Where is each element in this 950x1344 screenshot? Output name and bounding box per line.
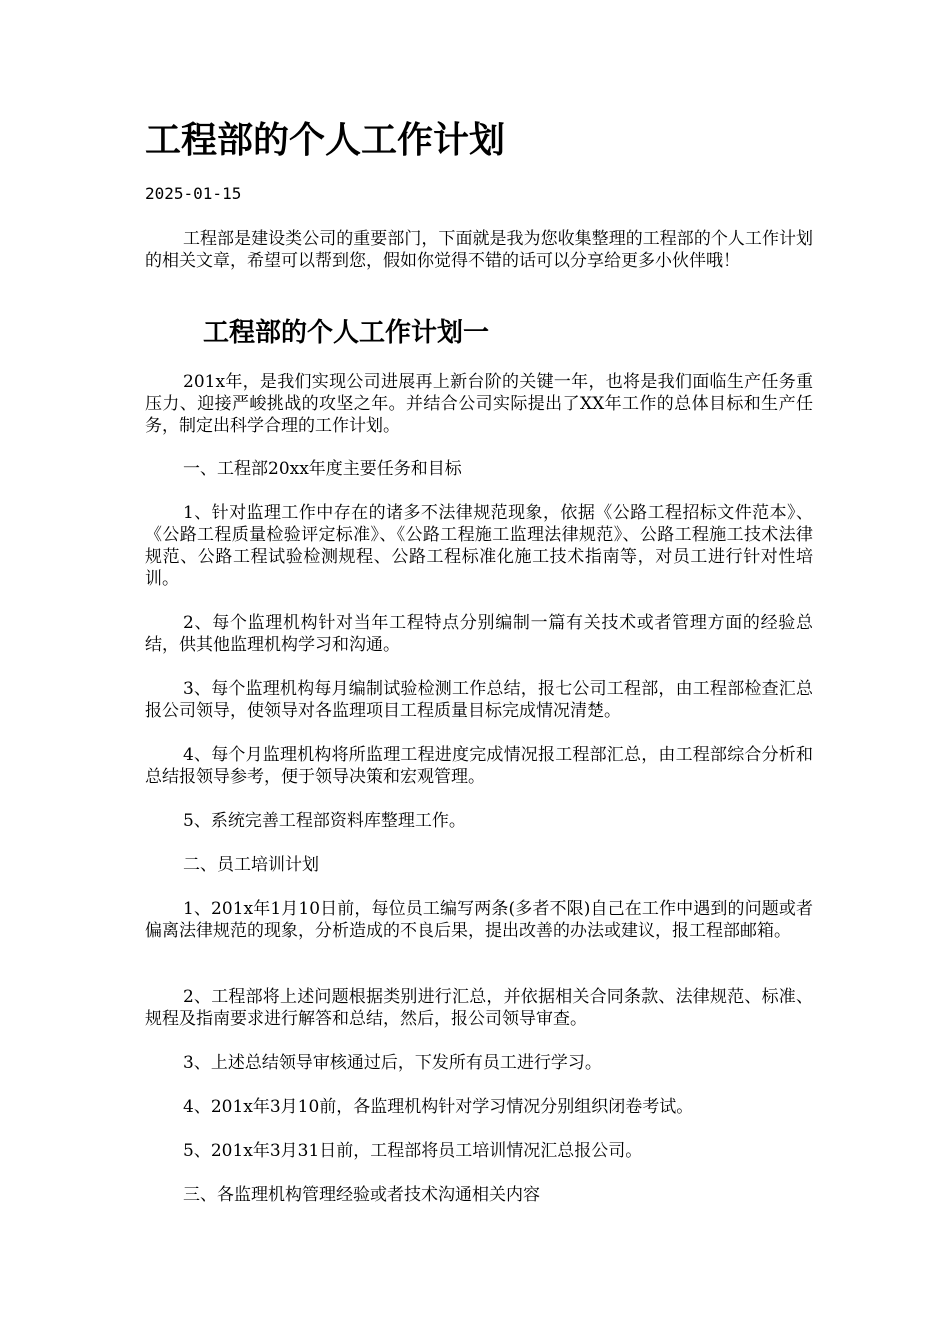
paragraph-6: 4、每个月监理机构将所监理工程进度完成情况报工程部汇总，由工程部综合分析和总结报领导参考，便于领导决策和宏观管理。 — [145, 745, 813, 787]
paragraph-1: 201x年，是我们实现公司进展再上新台阶的关键一年，也将是我们面临生产任务重压力、迎接严峻挑战的攻坚之年。并结合公司实际提出了XX年工作的总体目标和生产任务，制定出科学合理的工作计划。 — [145, 372, 813, 436]
paragraph-13: 5、201x年3月31日前，工程部将员工培训情况汇总报公司。 — [183, 1141, 643, 1161]
paragraph-5: 3、每个监理机构每月编制试验检测工作总结，报七公司工程部，由工程部检查汇总报公司领导，使领导对各监理项目工程质量目标完成情况清楚。 — [145, 679, 813, 721]
paragraph-4: 2、每个监理机构针对当年工程特点分别编制一篇有关技术或者管理方面的经验总结，供其他监理机构学习和沟通。 — [145, 613, 813, 655]
paragraph-9: 1、201x年1月10日前，每位员工编写两条(多者不限)自己在工作中遇到的问题或者偏离法律规范的现象，分析造成的不良后果，提出改善的办法或建议，报工程部邮箱。 — [145, 899, 813, 941]
intro-paragraph: 工程部是建设类公司的重要部门，下面就是我为您收集整理的工程部的个人工作计划的相关文章，希望可以帮到您，假如你觉得不错的话可以分享给更多小伙伴哦！ — [145, 229, 813, 271]
section-heading: 工程部的个人工作计划一 — [203, 318, 490, 348]
paragraph-3: 1、针对监理工作中存在的诸多不法律规范现象，依据《公路工程招标文件范本》、《公路工程质量检验评定标准》、《公路工程施工监理法律规范》、公路工程施工技术法律规范、公路工程试验检测规程、公路工程标准化施工技术指南等，对员工进行针对性培训。 — [145, 503, 813, 589]
paragraph-14: 三、各监理机构管理经验或者技术沟通相关内容 — [183, 1185, 540, 1205]
paragraph-2: 一、工程部20xx年度主要任务和目标 — [183, 459, 462, 479]
paragraph-12: 4、201x年3月10前，各监理机构针对学习情况分别组织闭卷考试。 — [183, 1097, 694, 1117]
document-title: 工程部的个人工作计划 — [145, 119, 506, 161]
paragraph-8: 二、员工培训计划 — [183, 855, 319, 875]
paragraph-10: 2、工程部将上述问题根据类别进行汇总，并依据相关合同条款、法律规范、标准、规程及指南要求进行解答和总结，然后，报公司领导审查。 — [145, 987, 813, 1029]
paragraph-11: 3、上述总结领导审核通过后，下发所有员工进行学习。 — [183, 1053, 602, 1073]
document-date: 2025-01-15 — [145, 184, 242, 203]
paragraph-7: 5、系统完善工程部资料库整理工作。 — [183, 811, 466, 831]
